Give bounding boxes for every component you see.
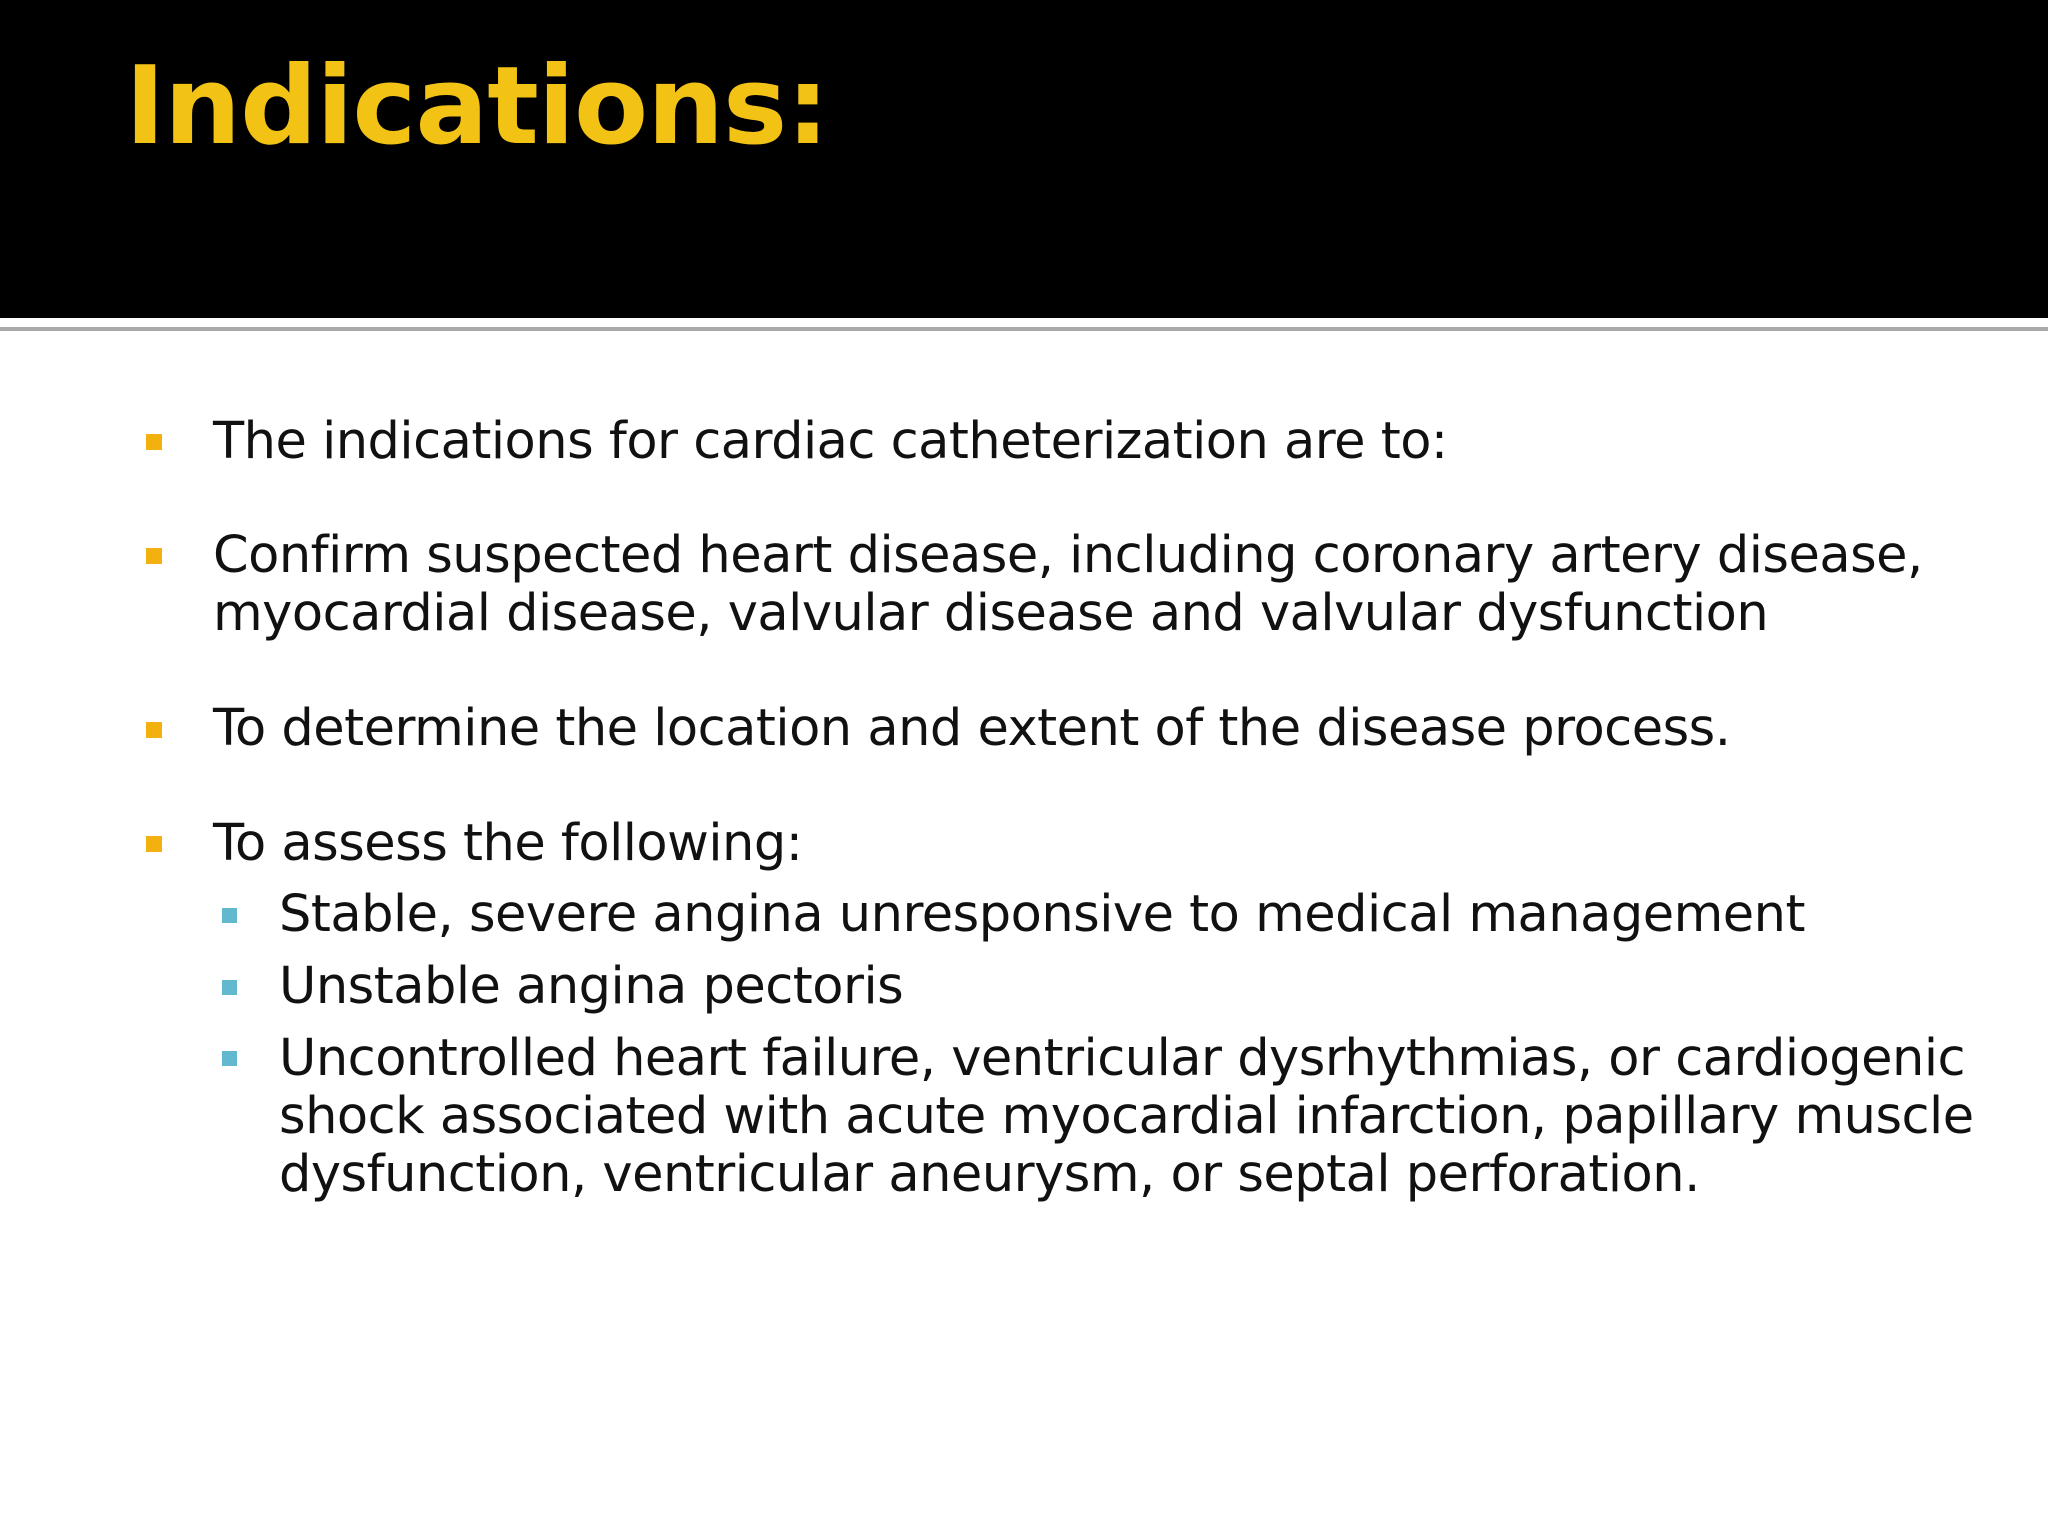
bullet-item: To determine the location and extent of the disease process. <box>213 699 1731 758</box>
sub-bullet-item: Stable, severe angina unresponsive to medical management <box>279 885 1805 944</box>
sub-bullet-square-icon <box>222 980 237 995</box>
sub-bullet-item: Unstable angina pectoris <box>279 957 904 1016</box>
sub-bullet-square-icon <box>222 1051 237 1066</box>
sub-bullet-square-icon <box>222 908 237 923</box>
bullet-item: To assess the following: <box>213 814 803 873</box>
bullet-item: Confirm suspected heart disease, including coronary artery disease, myocardial disease, valvular disease and valvular dysfunction <box>213 526 1923 643</box>
bullet-square-icon <box>146 722 162 738</box>
bullet-square-icon <box>146 434 162 450</box>
bullet-square-icon <box>146 548 162 564</box>
bullet-item: The indications for cardiac catheterization are to: <box>213 412 1448 471</box>
sub-bullet-item: Uncontrolled heart failure, ventricular dysrhythmias, or cardiogenic shock associated with acute myocardial infarction, papillary muscle dysfunction, ventricular aneurysm, or septal perforation. <box>279 1029 1974 1204</box>
slide-title: Indications: <box>125 44 829 169</box>
bullet-square-icon <box>146 836 162 852</box>
